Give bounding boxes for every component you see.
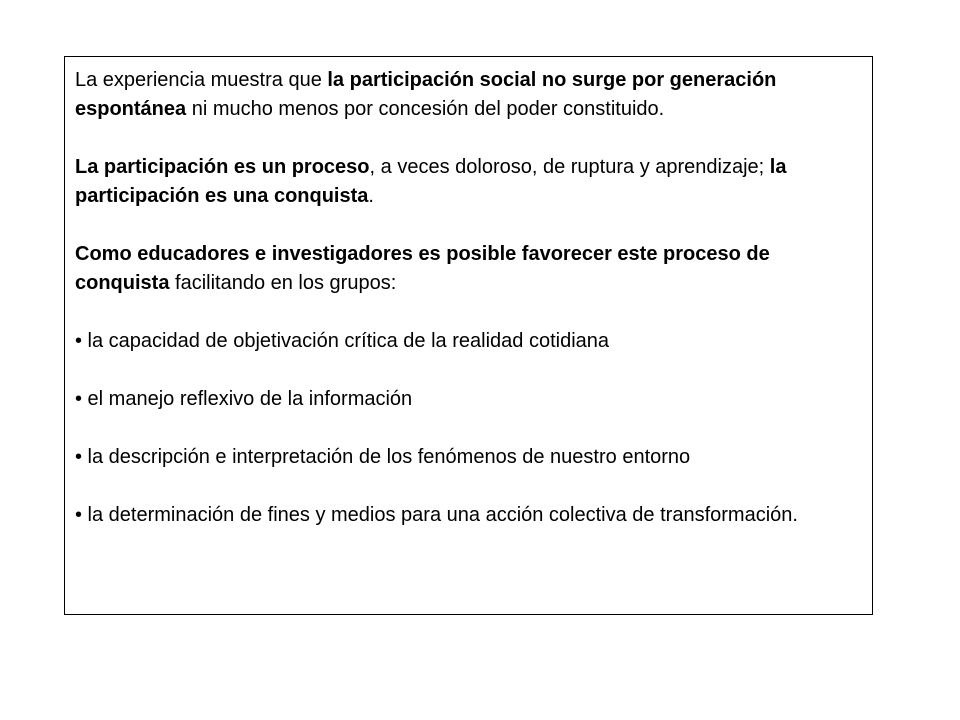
paragraph-process-end: . [368,185,374,207]
paragraph-educators-bold: Como educadores e investigadores es posible favorecer este proceso de conquista [75,243,770,294]
bullet-item: • la determinación de fines y medios para una acción colectiva de transformación. [75,504,798,526]
bullet-item: • la capacidad de objetivación crítica de la realidad cotidiana [75,330,610,352]
paragraph-intro-bold: la participación social no surge por generación espontánea [75,69,777,120]
paragraph-process [75,153,862,211]
bullet-item: • el manejo reflexivo de la información [75,388,413,410]
paragraph-intro-rest: ni mucho menos por concesión del poder constituido. [186,98,665,120]
paragraph-educators-rest: facilitando en los grupos: [169,272,397,294]
paragraph-process-bold-1: La participación es un proceso [75,156,370,178]
paragraph-intro [75,66,862,124]
paragraph-process-middle: , a veces doloroso, de ruptura y aprendizaje; [369,156,770,178]
paragraph-process-bold-2: la participación es una conquista [75,156,787,207]
bullet-item: • la descripción e interpretación de los fenómenos de nuestro entorno [75,446,691,468]
paragraph-educators [75,240,862,298]
paragraph-intro-text: La experiencia muestra que [75,69,328,91]
text-box [64,56,873,615]
